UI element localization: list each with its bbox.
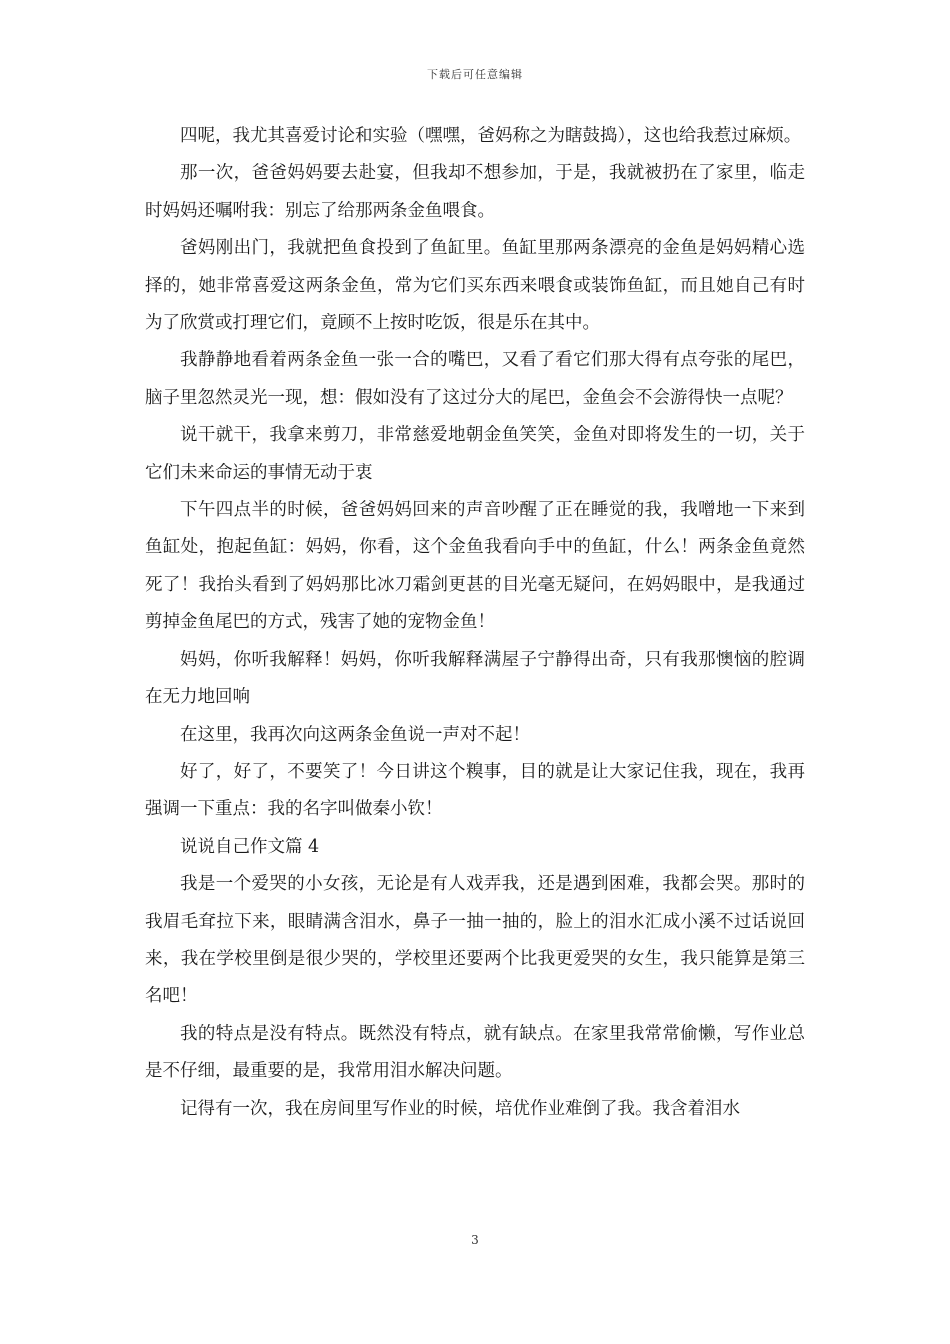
paragraph: 说干就干，我拿来剪刀，非常慈爱地朝金鱼笑笑，金鱼对即将发生的一切，关于它们未来命运的事情无动于衷 xyxy=(145,425,805,483)
page-header: 下载后可任意编辑 xyxy=(427,68,523,81)
paragraph: 好了，好了，不要笑了！今日讲这个糗事，目的就是让大家记住我，现在，我再强调一下重点：我的名字叫做秦小钦！ xyxy=(145,761,805,820)
paragraph: 爸妈刚出门，我就把鱼食投到了鱼缸里。鱼缸里那两条漂亮的金鱼是妈妈精心选择的，她非常喜爱这两条金鱼，常为它们买东西来喂食或装饰鱼缸，而且她自己有时为了欣赏或打理它们，竟顾不上按时吃饭，很是乐在其中。 xyxy=(145,238,805,334)
paragraph: 下午四点半的时候，爸爸妈妈回来的声音吵醒了正在睡觉的我，我噌地一下来到鱼缸处，抱起鱼缸：妈妈，你看，这个金鱼我看向手中的鱼缸，什么！两条金鱼竟然死了！我抬头看到了妈妈那比冰刀霜剑更甚的目光毫无疑问，在妈妈眼中，是我通过剪掉金鱼尾巴的方式，残害了她的宠物金鱼！ xyxy=(145,500,805,633)
paragraph: 妈妈，你听我解释！妈妈，你听我解释满屋子宁静得出奇，只有我那懊恼的腔调在无力地回响 xyxy=(145,649,805,708)
section-heading: 说说自己作文篇 4 xyxy=(180,836,320,857)
paragraph: 那一次，爸爸妈妈要去赴宴，但我却不想参加，于是，我就被扔在了家里，临走时妈妈还嘱咐我：别忘了给那两条金鱼喂食。 xyxy=(145,163,805,221)
page-number: 3 xyxy=(471,1233,479,1247)
paragraph: 记得有一次，我在房间里写作业的时候，培优作业难倒了我。我含着泪水 xyxy=(180,1098,740,1119)
paragraph: 我静静地看着两条金鱼一张一合的嘴巴，又看了看它们那大得有点夸张的尾巴，脑子里忽然灵光一现，想：假如没有了这过分大的尾巴，金鱼会不会游得快一点呢？ xyxy=(145,350,805,408)
paragraph: 四呢，我尤其喜爱讨论和实验（嘿嘿，爸妈称之为瞎鼓捣），这也给我惹过麻烦。 xyxy=(180,126,802,146)
paragraph: 在这里，我再次向这两条金鱼说一声对不起！ xyxy=(180,724,530,745)
paragraph: 我是一个爱哭的小女孩，无论是有人戏弄我，还是遇到困难，我都会哭。那时的我眉毛耷拉下来，眼睛满含泪水，鼻子一抽一抽的，脸上的泪水汇成小溪不过话说回来，我在学校里倒是很少哭的，学校里还要两个比我更爱哭的女生，我只能算是第三名吧！ xyxy=(145,874,805,1007)
document-body xyxy=(145,118,805,1128)
paragraph: 我的特点是没有特点。既然没有特点，就有缺点。在家里我常常偷懒，写作业总是不仔细，最重要的是，我常用泪水解决问题。 xyxy=(145,1023,805,1082)
